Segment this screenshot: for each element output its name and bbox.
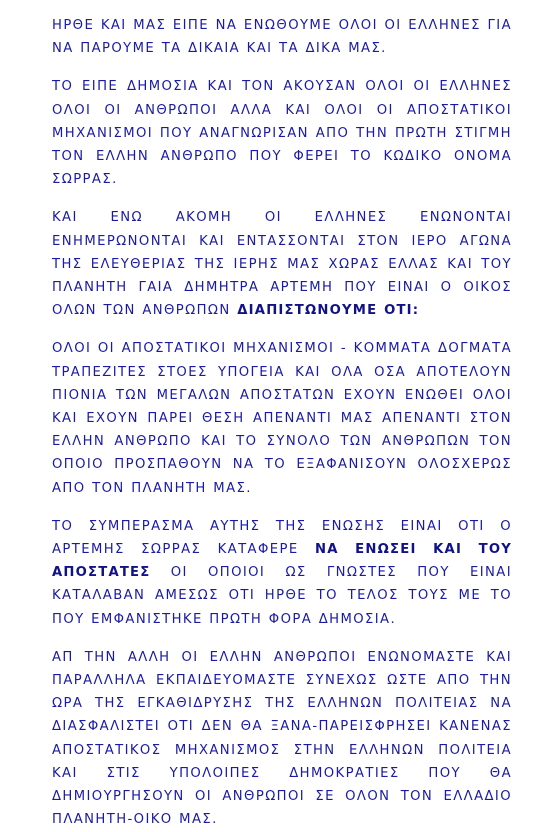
paragraph-6 <box>52 646 512 832</box>
bold-statement: ΝΑ ΕΝΩΣΕΙ ΚΑΙ ΤΟΥ ΑΠΟΣΤΑΤΕΣ <box>52 542 513 581</box>
paragraph-text: ΚΑΙ ΕΝΩ ΑΚΟΜΗ ΟΙ ΕΛΛΗΝΕΣ ΕΝΩΝΟΝΤΑΙ ΕΝΗΜΕΡΩΝΟΝΤΑΙ ΚΑΙ ΕΝΤΑΣΣΟΝΤΑΙ ΣΤΟΝ ΙΕΡΟ ΑΓΩΝΑ ΤΗΣ ΕΛΕΥΘΕΡΙΑΣ ΤΗΣ ΙΕΡΗΣ ΜΑΣ ΧΩΡΑΣ ΕΛΛΑΣ ΚΑΙ ΤΟΥ ΠΛΑΝΗΤΗ ΓΑΙΑ ΔΗΜΗΤΡΑ ΑΡΤΕΜΗ ΠΟΥ ΕΙΝΑΙ Ο ΟΙΚΟΣ ΟΛΩΝ ΤΩΝ ΑΝΘΡΩΠΩΝ <box>52 210 512 319</box>
paragraph-1 <box>52 14 512 60</box>
paragraph-text: ΤΟ ΣΥΜΠΕΡΑΣΜΑ ΑΥΤΗΣ ΤΗΣ ΕΝΩΣΗΣ ΕΙΝΑΙ ΟΤΙ Ο ΑΡΤΕΜΗΣ ΣΩΡΡΑΣ ΚΑΤΑΦΕΡΕ <box>52 518 512 558</box>
paragraph-text: ΑΠ ΤΗΝ ΑΛΛΗ ΟΙ ΕΛΛΗΝ ΑΝΘΡΩΠΟΙ ΕΝΩΝΟΜΑΣΤΕ ΚΑΙ ΠΑΡΑΛΛΗΛΑ ΕΚΠΑΙΔΕΥΟΜΑΣΤΕ ΣΥΝΕΧΩΣ ΩΣΤΕ ΑΠΟ ΤΗΝ ΩΡΑ ΤΗΣ ΕΓΚΑΘΙΔΡΥΣΗΣ ΤΗΣ ΕΛΛΗΝΩΝ ΠΟΛΙΤΕΙΑΣ ΝΑ ΔΙΑΣΦΑΛΙΣΤΕΙ ΟΤΙ ΔΕΝ ΘΑ ΞΑΝΑ-ΠΑΡΕΙΣΦΡΗΣΕΙ ΚΑΝΕΝΑΣ ΑΠΟΣΤΑΤΙΚΟΣ ΜΗΧΑΝΙΣΜΟΣ ΣΤΗΝ ΕΛΛΗΝΩΝ ΠΟΛΙΤΕΙΑ ΚΑΙ ΣΤΙΣ ΥΠΟΛΟΙΠΕΣ ΔΗΜΟΚΡΑΤΙΕΣ ΠΟΥ ΘΑ ΔΗΜΙΟΥΡΓΗΣΟΥΝ ΟΙ ΑΝΘΡΩΠΟΙ ΣΕ ΟΛΟΝ ΤΟΝ ΕΛΛΑΔΙΟ ΠΛΑΝΗΤΗ-ΟΙΚΟ ΜΑΣ. <box>52 649 512 828</box>
paragraph-text: ΟΙ ΟΠΟΙΟΙ ΩΣ ΓΝΩΣΤΕΣ ΠΟΥ ΕΙΝΑΙ ΚΑΤΑΛΑΒΑΝ ΑΜΕΣΩΣ ΟΤΙ ΗΡΘΕ ΤΟ ΤΕΛΟΣ ΤΟΥΣ ΜΕ ΤΟ ΠΟΥ ΕΜΦΑΝΙΣΤΗΚΕ ΠΡΩΤΗ ΦΟΡΑ ΔΗΜΟΣΙΑ. <box>52 565 512 627</box>
paragraph-text: ΟΛΟΙ ΟΙ ΑΠΟΣΤΑΤΙΚΟΙ ΜΗΧΑΝΙΣΜΟΙ - ΚΟΜΜΑΤΑ ΔΟΓΜΑΤΑ ΤΡΑΠΕΖΙΤΕΣ ΣΤΟΕΣ ΥΠΟΓΕΙΑ ΚΑΙ ΟΛΑ ΟΣΑ ΑΠΟΤΕΛΟΥΝ ΠΙΟΝΙΑ ΤΩΝ ΜΕΓΑΛΩΝ ΑΠΟΣΤΑΤΩΝ ΕΧΟΥΝ ΕΝΩΘΕΙ ΟΛΟΙ ΚΑΙ ΕΧΟΥΝ ΠΑΡΕΙ ΘΕΣΗ ΑΠΕΝΑΝΤΙ ΜΑΣ ΑΠΕΝΑΝΤΙ ΣΤΟΝ ΕΛΛΗΝ ΑΝΘΡΩΠΟ ΚΑΙ ΤΟ ΣΥΝΟΛΟ ΤΩΝ ΑΝΘΡΩΠΩΝ ΤΟΝ ΟΠΟΙΟ ΠΡΟΣΠΑΘΟΥΝ ΝΑ ΤΟ ΕΞΑΦΑΝΙΣΟΥΝ ΟΛΟΣΧΕΡΩΣ ΑΠΟ ΤΟΝ ΠΛΑΝΗΤΗ ΜΑΣ. <box>52 341 512 496</box>
paragraph-text: ΤΟ ΕΙΠΕ ΔΗΜΟΣΙΑ ΚΑΙ ΤΟΝ ΑΚΟΥΣΑΝ ΟΛΟΙ ΟΙ ΕΛΛΗΝΕΣ ΟΛΟΙ ΟΙ ΑΝΘΡΩΠΟΙ ΑΛΛΑ ΚΑΙ ΟΛΟΙ ΟΙ ΑΠΟΣΤΑΤΙΚΟΙ ΜΗΧΑΝΙΣΜΟΙ ΠΟΥ ΑΝΑΓΝΩΡΙΣΑΝ ΑΠΟ ΤΗΝ ΠΡΩΤΗ ΣΤΙΓΜΗ ΤΟΝ ΕΛΛΗΝ ΑΝΘΡΩΠΟ ΠΟΥ ΦΕΡΕΙ ΤΟ ΚΩΔΙΚΟ ΟΝΟΜΑ ΣΩΡΡΑΣ. <box>52 79 512 188</box>
bold-statement: ΔΙΑΠΙΣΤΩΝΟΥΜΕ ΟΤΙ: <box>237 303 420 319</box>
paragraph-4 <box>52 337 512 499</box>
paragraph-2 <box>52 75 512 191</box>
paragraph-3 <box>52 206 512 322</box>
paragraph-text: ΗΡΘΕ ΚΑΙ ΜΑΣ ΕΙΠΕ ΝΑ ΕΝΩΘΟΥΜΕ ΟΛΟΙ ΟΙ ΕΛΛΗΝΕΣ ΓΙΑ ΝΑ ΠΑΡΟΥΜΕ ΤΑ ΔΙΚΑΙΑ ΚΑΙ ΤΑ ΔΙΚΑ ΜΑΣ. <box>52 18 512 57</box>
paragraph-5 <box>52 515 512 631</box>
